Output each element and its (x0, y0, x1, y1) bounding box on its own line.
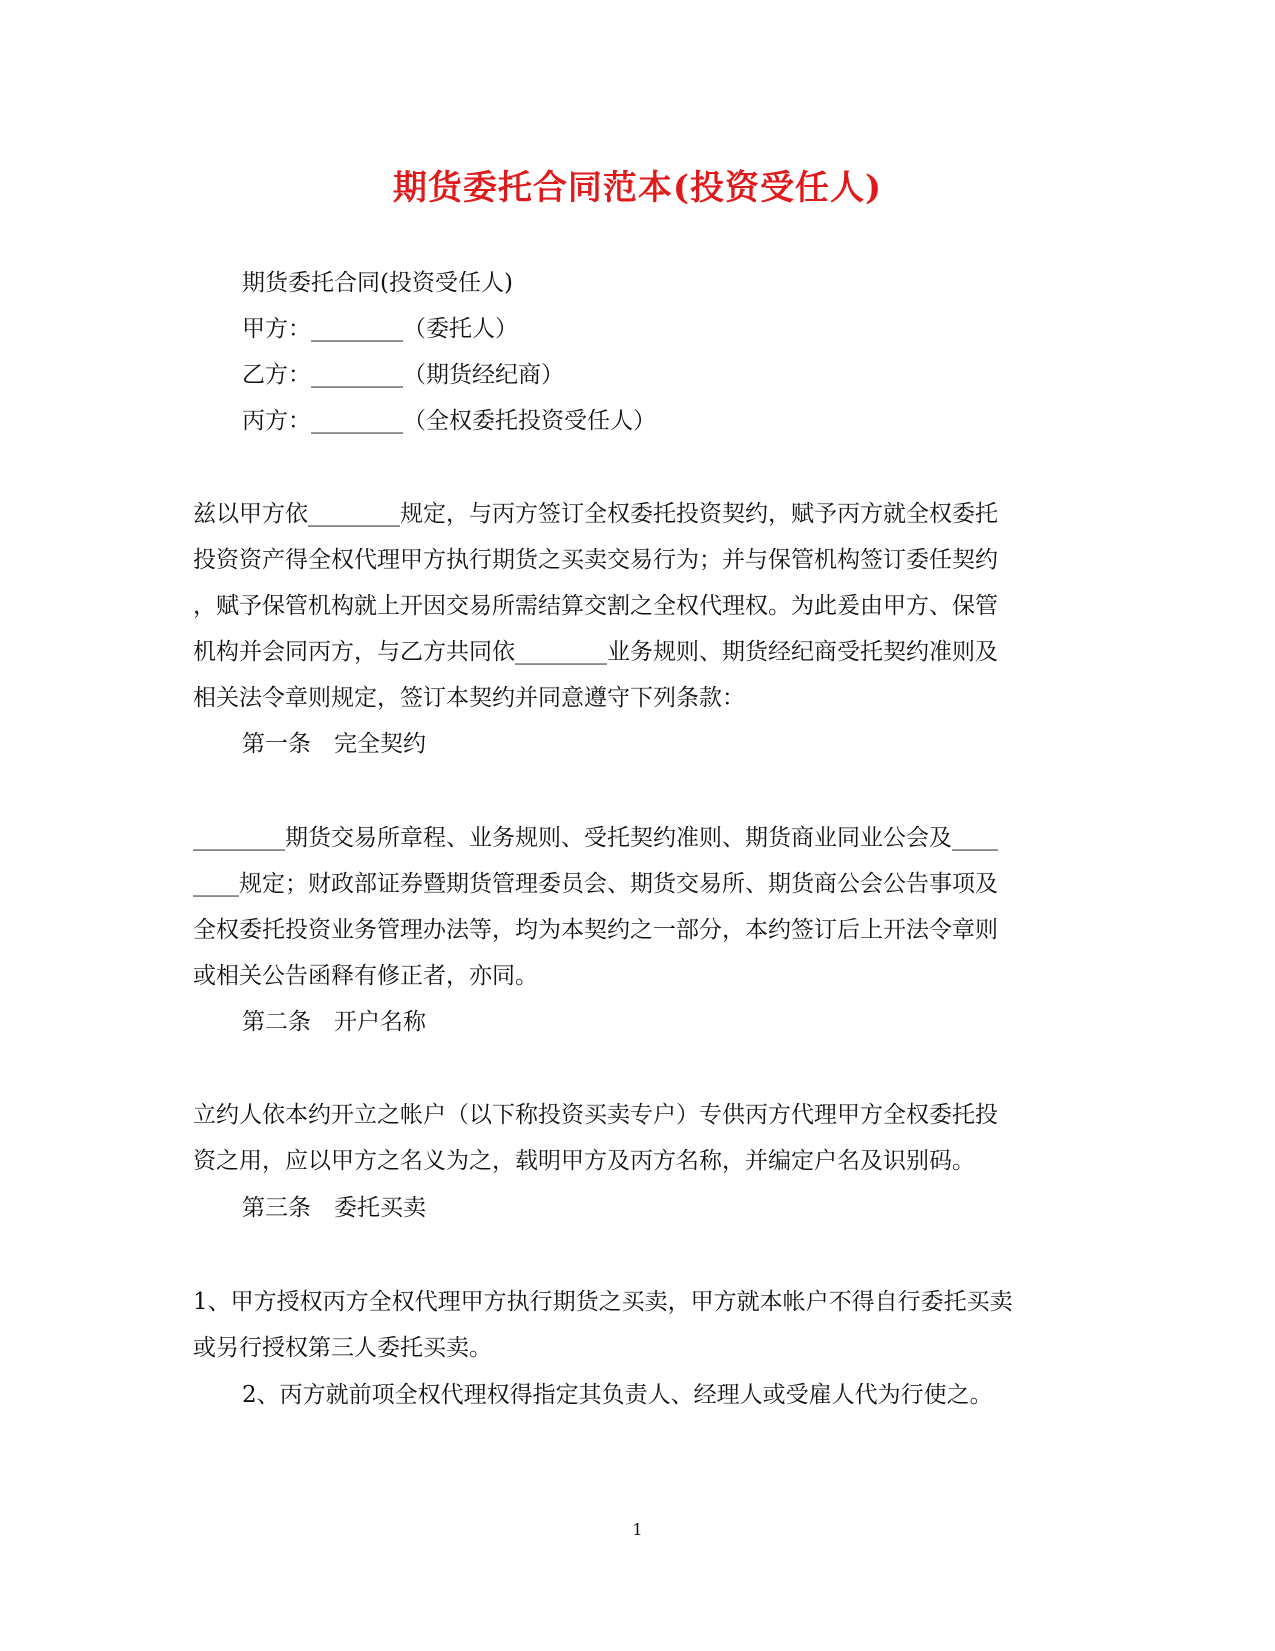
party-c-line: 丙方：________（全权委托投资受任人） (242, 408, 656, 434)
article-heading: 第一条 完全契约 (242, 731, 426, 757)
preamble-line: 兹以甲方依________规定，与丙方签订全权委托投资契约，赋予丙方就全权委托 (193, 501, 998, 527)
preamble-line: 相关法令章则规定，签订本契约并同意遵守下列条款： (193, 685, 745, 711)
party-b-line: 乙方：________（期货经纪商） (242, 362, 564, 388)
article-line: 资之用，应以甲方之名义为之，载明甲方及丙方名称，并编定户名及识别码。 (193, 1148, 975, 1174)
document-title: 期货委托合同范本(投资受任人) (392, 168, 883, 208)
article-line: 全权委托投资业务管理办法等，均为本契约之一部分，本约签订后上开法令章则 (193, 917, 998, 943)
preamble-line: 投资资产得全权代理甲方执行期货之买卖交易行为；并与保管机构签订委任契约 (193, 547, 998, 573)
preamble-line: ，赋予保管机构就上开因交易所需结算交割之全权代理权。为此爰由甲方、保管 (193, 593, 998, 619)
article-heading: 第三条 委托买卖 (242, 1195, 426, 1221)
article-line: ________期货交易所章程、业务规则、受托契约准则、期货商业同业公会及____ (193, 825, 998, 851)
article-heading: 第二条 开户名称 (242, 1009, 426, 1035)
preamble-line: 机构并会同丙方，与乙方共同依________业务规则、期货经纪商受托契约准则及 (193, 639, 998, 665)
article-item: 2、丙方就前项全权代理权得指定其负责人、经理人或受雇人代为行使之。 (242, 1382, 993, 1408)
article-line: 立约人依本约开立之帐户（以下称投资买卖专户）专供丙方代理甲方全权委托投 (193, 1102, 998, 1128)
article-line: 或另行授权第三人委托买卖。 (193, 1335, 492, 1361)
article-line: ____规定；财政部证券暨期货管理委员会、期货交易所、期货商公会公告事项及 (193, 871, 998, 897)
page-number: 1 (632, 1520, 643, 1539)
party-a-line: 甲方：________（委托人） (242, 316, 518, 342)
contract-subtitle: 期货委托合同(投资受任人) (242, 270, 513, 296)
article-line: 或相关公告函释有修正者，亦同。 (193, 963, 538, 989)
article-line: 1、甲方授权丙方全权代理甲方执行期货之买卖，甲方就本帐户不得自行委托买卖 (193, 1289, 1013, 1315)
